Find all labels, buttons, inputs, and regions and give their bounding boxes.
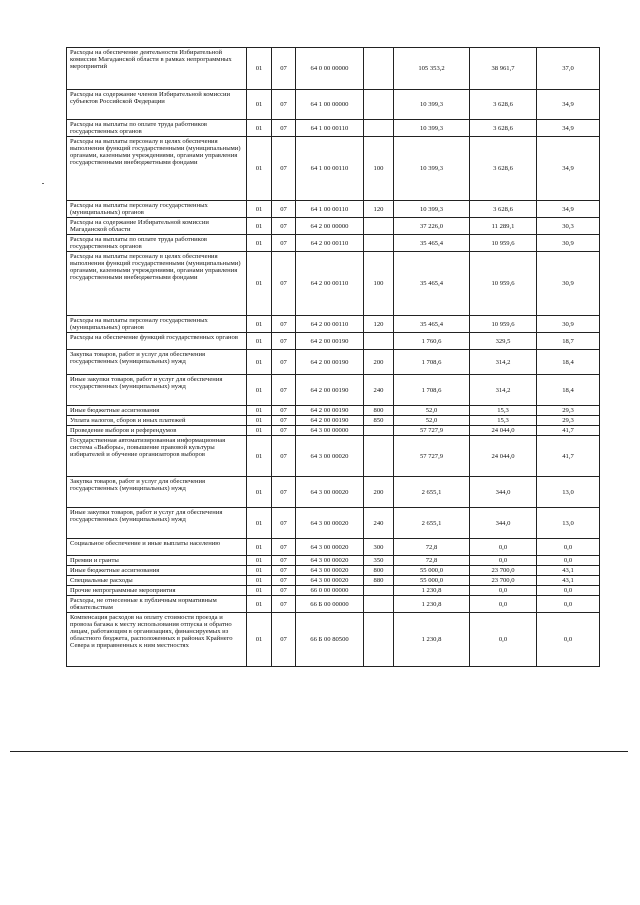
subsection-code: 07 [272,235,296,252]
execution-percent: 37,0 [537,48,600,90]
actual-amount: 314,2 [470,350,537,375]
execution-percent: 41,7 [537,426,600,436]
expense-type-code: 100 [364,252,394,316]
actual-amount: 329,5 [470,333,537,350]
execution-percent: 30,9 [537,252,600,316]
execution-percent: 18,4 [537,375,600,406]
planned-amount: 10 399,3 [394,90,470,120]
subsection-code: 07 [272,477,296,508]
planned-amount: 1 708,6 [394,350,470,375]
table-row [67,375,600,406]
actual-amount: 24 044,0 [470,426,537,436]
subsection-code: 07 [272,48,296,90]
expense-name: Расходы на содержание Избирательной комиссии Магаданской области [67,218,247,235]
expense-type-code [364,90,394,120]
table-row [67,333,600,350]
section-code: 01 [247,576,272,586]
target-article-code: 64 2 00 00110 [296,316,364,333]
section-code: 01 [247,375,272,406]
execution-percent: 0,0 [537,539,600,556]
actual-amount: 3 628,6 [470,90,537,120]
expense-type-code: 240 [364,508,394,539]
execution-percent: 0,0 [537,586,600,596]
section-code: 01 [247,436,272,477]
expense-type-code: 200 [364,477,394,508]
section-code: 01 [247,252,272,316]
subsection-code: 07 [272,218,296,235]
planned-amount: 10 399,3 [394,201,470,218]
section-code: 01 [247,477,272,508]
expense-type-code [364,235,394,252]
subsection-code: 07 [272,350,296,375]
expense-type-code [364,48,394,90]
section-code: 01 [247,120,272,137]
expense-type-code: 240 [364,375,394,406]
table-row [67,436,600,477]
section-code: 01 [247,406,272,416]
expense-type-code: 100 [364,137,394,201]
execution-percent: 13,0 [537,477,600,508]
execution-percent: 0,0 [537,556,600,566]
table-row [67,426,600,436]
actual-amount: 0,0 [470,556,537,566]
actual-amount: 24 044,0 [470,436,537,477]
section-code: 01 [247,333,272,350]
section-code: 01 [247,566,272,576]
subsection-code: 07 [272,556,296,566]
table-row [67,596,600,613]
target-article-code: 64 3 00 00020 [296,539,364,556]
planned-amount: 10 399,3 [394,120,470,137]
subsection-code: 07 [272,333,296,350]
planned-amount: 35 465,4 [394,316,470,333]
expense-type-code: 120 [364,201,394,218]
target-article-code: 64 0 00 00000 [296,48,364,90]
execution-percent: 29,3 [537,406,600,416]
actual-amount: 3 628,6 [470,120,537,137]
expense-type-code: 800 [364,406,394,416]
expense-name: Иные закупки товаров, работ и услуг для обеспечения государственных (муниципальных) нужд [67,375,247,406]
expense-name: Расходы на обеспечение функций государственных органов [67,333,247,350]
subsection-code: 07 [272,426,296,436]
execution-percent: 0,0 [537,613,600,667]
planned-amount: 52,0 [394,416,470,426]
target-article-code: 64 2 00 00190 [296,416,364,426]
expense-type-code: 120 [364,316,394,333]
table-row [67,613,600,667]
actual-amount: 314,2 [470,375,537,406]
actual-amount: 10 959,6 [470,235,537,252]
table-row [67,477,600,508]
execution-percent: 34,9 [537,137,600,201]
expense-type-code [364,426,394,436]
section-code: 01 [247,613,272,667]
expense-type-code: 800 [364,566,394,576]
section-code: 01 [247,90,272,120]
expense-type-code [364,218,394,235]
expense-type-code [364,120,394,137]
table-row [67,48,600,90]
target-article-code: 64 3 00 00000 [296,426,364,436]
planned-amount: 2 655,1 [394,477,470,508]
expense-name: Государственная автоматизированная информационная система «Выборы», повышение правовой культуры избирателей и обучение организаторов выборов [67,436,247,477]
expense-name: Расходы на выплаты персоналу государственных (муниципальных) органов [67,316,247,333]
section-code: 01 [247,137,272,201]
expense-type-code [364,613,394,667]
planned-amount: 10 399,3 [394,137,470,201]
expense-name: Расходы на обеспечение деятельности Избирательной комиссии Магаданской области в рамках непрограммных мероприятий [67,48,247,90]
subsection-code: 07 [272,566,296,576]
execution-percent: 13,0 [537,508,600,539]
section-code: 01 [247,426,272,436]
table-row [67,566,600,576]
expense-name: Иные бюджетные ассигнования [67,406,247,416]
actual-amount: 3 628,6 [470,201,537,218]
table-row [67,416,600,426]
budget-table-body [67,48,600,667]
execution-percent: 29,3 [537,416,600,426]
target-article-code: 66 0 00 00000 [296,586,364,596]
execution-percent: 43,1 [537,576,600,586]
section-code: 01 [247,539,272,556]
planned-amount: 37 226,0 [394,218,470,235]
actual-amount: 38 961,7 [470,48,537,90]
planned-amount: 55 000,0 [394,566,470,576]
expense-type-code [364,596,394,613]
table-row [67,576,600,586]
actual-amount: 0,0 [470,596,537,613]
section-code: 01 [247,556,272,566]
expense-name: Проведение выборов и референдумов [67,426,247,436]
subsection-code: 07 [272,406,296,416]
target-article-code: 64 1 00 00000 [296,90,364,120]
section-code: 01 [247,218,272,235]
actual-amount: 10 959,6 [470,316,537,333]
expense-name: Расходы, не отнесенные к публичным нормативным обязательствам [67,596,247,613]
section-code: 01 [247,596,272,613]
planned-amount: 55 000,0 [394,576,470,586]
subsection-code: 07 [272,539,296,556]
planned-amount: 52,0 [394,406,470,416]
planned-amount: 1 230,8 [394,613,470,667]
actual-amount: 3 628,6 [470,137,537,201]
subsection-code: 07 [272,375,296,406]
table-row [67,201,600,218]
planned-amount: 105 353,2 [394,48,470,90]
section-code: 01 [247,416,272,426]
subsection-code: 07 [272,252,296,316]
target-article-code: 64 2 00 00110 [296,235,364,252]
target-article-code: 64 3 00 00020 [296,477,364,508]
execution-percent: 30,9 [537,316,600,333]
expense-type-code [364,436,394,477]
planned-amount: 35 465,4 [394,252,470,316]
actual-amount: 0,0 [470,539,537,556]
expense-type-code [364,586,394,596]
actual-amount: 344,0 [470,508,537,539]
target-article-code: 64 3 00 00020 [296,436,364,477]
planned-amount: 57 727,9 [394,426,470,436]
execution-percent: 30,9 [537,235,600,252]
subsection-code: 07 [272,436,296,477]
execution-percent: 41,7 [537,436,600,477]
execution-percent: 34,9 [537,201,600,218]
expense-name: Расходы на выплаты персоналу государственных (муниципальных) органов [67,201,247,218]
subsection-code: 07 [272,613,296,667]
target-article-code: 64 1 00 00110 [296,120,364,137]
page-divider [10,751,628,752]
actual-amount: 23 700,0 [470,566,537,576]
execution-percent: 30,3 [537,218,600,235]
expense-name: Расходы на выплаты персоналу в целях обеспечения выполнения функций государственными (муниципальными) органами, казенными учреждениями, органами управления государственными внебюджетными фондами [67,137,247,201]
subsection-code: 07 [272,508,296,539]
execution-percent: 43,1 [537,566,600,576]
expense-name: Прочие непрограммные мероприятия [67,586,247,596]
expense-name: Расходы на выплаты персоналу в целях обеспечения выполнения функций государственными (муниципальными) органами, казенными учреждениями, органами управления государственными внебюджетными фондами [67,252,247,316]
planned-amount: 1 230,8 [394,596,470,613]
target-article-code: 64 3 00 00020 [296,566,364,576]
target-article-code: 64 2 00 00190 [296,375,364,406]
target-article-code: 64 1 00 00110 [296,137,364,201]
table-row [67,90,600,120]
section-code: 01 [247,201,272,218]
table-row [67,218,600,235]
table-row [67,406,600,416]
expense-type-code: 300 [364,539,394,556]
section-code: 01 [247,235,272,252]
table-row [67,539,600,556]
actual-amount: 344,0 [470,477,537,508]
section-code: 01 [247,508,272,539]
subsection-code: 07 [272,201,296,218]
actual-amount: 23 700,0 [470,576,537,586]
target-article-code: 64 3 00 00020 [296,576,364,586]
expense-name: Специальные расходы [67,576,247,586]
table-row [67,120,600,137]
expense-name: Расходы на содержание членов Избирательной комиссии субъектов Российской Федерации [67,90,247,120]
target-article-code: 66 Б 00 00000 [296,596,364,613]
execution-percent: 34,9 [537,120,600,137]
section-code: 01 [247,586,272,596]
expense-type-code: 880 [364,576,394,586]
expense-type-code: 200 [364,350,394,375]
execution-percent: 18,7 [537,333,600,350]
expense-name: Расходы на выплаты по оплате труда работников государственных органов [67,235,247,252]
subsection-code: 07 [272,316,296,333]
execution-percent: 0,0 [537,596,600,613]
subsection-code: 07 [272,90,296,120]
actual-amount: 0,0 [470,613,537,667]
expense-name: Премии и гранты [67,556,247,566]
section-code: 01 [247,48,272,90]
actual-amount: 15,3 [470,406,537,416]
subsection-code: 07 [272,416,296,426]
subsection-code: 07 [272,120,296,137]
section-code: 01 [247,316,272,333]
target-article-code: 64 3 00 00020 [296,508,364,539]
expense-name: Уплата налогов, сборов и иных платежей [67,416,247,426]
planned-amount: 1 230,8 [394,586,470,596]
expense-name: Закупка товаров, работ и услуг для обеспечения государственных (муниципальных) нужд [67,350,247,375]
expense-type-code: 350 [364,556,394,566]
planned-amount: 1 708,6 [394,375,470,406]
subsection-code: 07 [272,576,296,586]
execution-percent: 18,4 [537,350,600,375]
expense-name: Иные закупки товаров, работ и услуг для обеспечения государственных (муниципальных) нужд [67,508,247,539]
target-article-code: 64 2 00 00190 [296,406,364,416]
planned-amount: 72,8 [394,556,470,566]
target-article-code: 64 2 00 00000 [296,218,364,235]
target-article-code: 64 2 00 00190 [296,350,364,375]
scan-speck [42,183,44,184]
expense-name: Расходы на выплаты по оплате труда работников государственных органов [67,120,247,137]
target-article-code: 64 3 00 00020 [296,556,364,566]
section-code: 01 [247,350,272,375]
planned-amount: 2 655,1 [394,508,470,539]
target-article-code: 66 Б 00 80500 [296,613,364,667]
table-row [67,556,600,566]
target-article-code: 64 2 00 00190 [296,333,364,350]
expense-name: Закупка товаров, работ и услуг для обеспечения государственных (муниципальных) нужд [67,477,247,508]
subsection-code: 07 [272,596,296,613]
actual-amount: 11 289,1 [470,218,537,235]
actual-amount: 10 959,6 [470,252,537,316]
subsection-code: 07 [272,137,296,201]
table-row [67,137,600,201]
target-article-code: 64 1 00 00110 [296,201,364,218]
actual-amount: 15,3 [470,416,537,426]
expense-name: Компенсация расходов на оплату стоимости проезда и провоза багажа к месту использования отпуска и обратно лицам, работающим в организациях, финансируемых из областного бюджета, расположенных в районах Крайнего Севера и приравненных к ним местностях [67,613,247,667]
expense-name: Социальное обеспечение и иные выплаты населению [67,539,247,556]
table-row [67,316,600,333]
execution-percent: 34,9 [537,90,600,120]
table-row [67,586,600,596]
planned-amount: 57 727,9 [394,436,470,477]
table-row [67,252,600,316]
subsection-code: 07 [272,586,296,596]
planned-amount: 1 760,6 [394,333,470,350]
target-article-code: 64 2 00 00110 [296,252,364,316]
table-row [67,350,600,375]
expense-name: Иные бюджетные ассигнования [67,566,247,576]
table-row [67,235,600,252]
expense-type-code: 850 [364,416,394,426]
budget-table [66,47,600,667]
planned-amount: 72,8 [394,539,470,556]
table-row [67,508,600,539]
expense-type-code [364,333,394,350]
planned-amount: 35 465,4 [394,235,470,252]
actual-amount: 0,0 [470,586,537,596]
